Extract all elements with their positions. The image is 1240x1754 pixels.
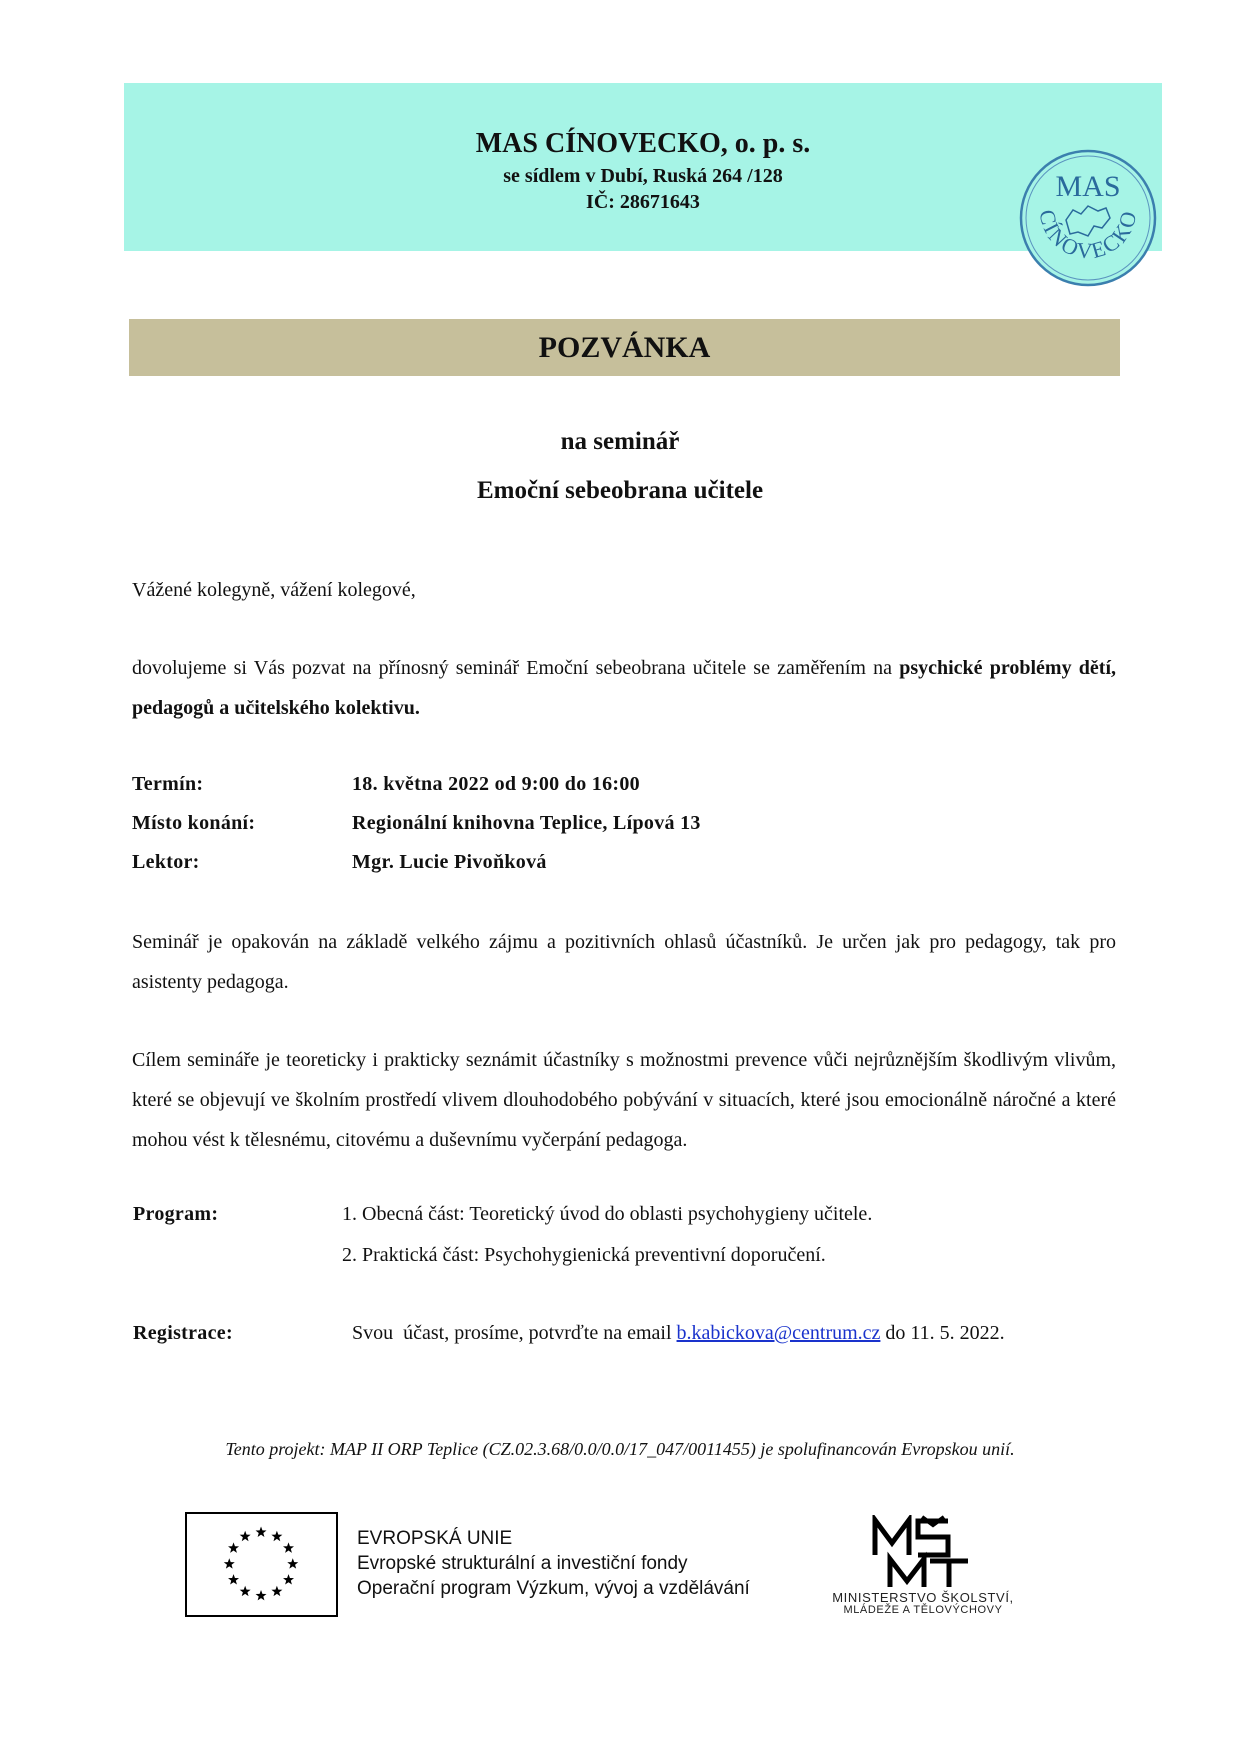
msmt-line-2: MLÁDEŽE A TĚLOVÝCHOVY (843, 1604, 1003, 1616)
eu-star (271, 1586, 282, 1596)
registration-text-after: do 11. 5. 2022. (880, 1322, 1005, 1344)
eu-stars-icon (185, 1512, 338, 1617)
term-label: Termín: (132, 773, 204, 795)
header-band (124, 83, 1162, 251)
eu-star (271, 1531, 282, 1541)
lector-value: Mgr. Lucie Pivoňková (352, 851, 547, 873)
term-value: 18. května 2022 od 9:00 do 16:00 (352, 773, 640, 795)
msmt-line-1: MINISTERSTVO ŠKOLSTVÍ, (832, 1590, 1014, 1605)
seminar-name: Emoční sebeobrana učitele (476, 477, 764, 504)
goal-paragraph: Cílem semináře je teoreticky i prakticky seznámit účastníky s možnostmi prevence vůči nejrůznějším škodlivým vlivům, které se objevují ve školním prostředí vlivem dlouhodobého pobývání v situacích, které jsou emocionálně náročné a které mohou vést k tělesnému, citovému a duševnímu vyčerpání pedagoga. (132, 1049, 1116, 1151)
eu-logo-line-1: EVROPSKÁ UNIE (357, 1528, 513, 1549)
repeat-paragraph: Seminář je opakován na základě velkého zájmu a pozitivních ohlasů účastníků. Je určen jak pro pedagogy, tak pro asistenty pedagoga. (132, 931, 1116, 993)
registration-text (352, 1322, 1005, 1345)
eu-logo-line-2: Evropské strukturální a investiční fondy (357, 1553, 688, 1574)
funding-note: Tento projekt: MAP II ORP Teplice (CZ.02.3.68/0.0/0.0/17_047/0011455) je spolufinancován Evropskou unií. (225, 1439, 1015, 1459)
logo-mas-text: MAS (1055, 170, 1121, 203)
salutation: Vážené kolegyně, vážení kolegové, (132, 579, 416, 601)
lector-label: Lektor: (132, 851, 200, 873)
logo-cinovecko-text: CÍNOVECKO (1034, 207, 1142, 264)
place-value: Regionální knihovna Teplice, Lípová 13 (352, 812, 701, 834)
registration-label: Registrace: (133, 1322, 233, 1344)
mas-cinovecko-logo-icon (1018, 148, 1158, 288)
eu-star (256, 1590, 267, 1600)
eu-star (283, 1542, 294, 1552)
program-item-2: 2. Praktická část: Psychohygienická preventivní doporučení. (342, 1244, 826, 1266)
registration-email-link[interactable]: b.kabickova@centrum.cz (676, 1322, 881, 1344)
eu-star (256, 1527, 267, 1537)
org-name: MAS CÍNOVECKO, o. p. s. (475, 128, 811, 159)
invitation-band (129, 319, 1120, 376)
msmt-logo-icon (870, 1515, 970, 1590)
invitation-title: POZVÁNKA (538, 331, 711, 364)
eu-star (240, 1586, 251, 1596)
org-ic: IČ: 28671643 (586, 191, 700, 213)
registration-text-before: Svou účast, prosíme, potvrďte na email (352, 1322, 677, 1344)
program-item-1: 1. Obecná část: Teoretický úvod do oblasti psychohygieny učitele. (342, 1203, 873, 1225)
program-label: Program: (133, 1203, 219, 1225)
org-seat: se sídlem v Dubí, Ruská 264 /128 (503, 165, 783, 187)
eu-star (228, 1574, 239, 1584)
eu-star (283, 1574, 294, 1584)
intro-text: dovolujeme si Vás pozvat na přínosný seminář Emoční sebeobrana učitele se zaměřením na (132, 657, 900, 679)
intro-paragraph (132, 648, 1116, 728)
eu-logo-line-3: Operační program Výzkum, vývoj a vzdělávání (357, 1578, 750, 1599)
place-label: Místo konání: (132, 812, 256, 834)
eu-star (228, 1542, 239, 1552)
intro-bold-text: psychické problémy dětí, pedagogů a učitelského kolektivu. (132, 657, 1116, 719)
eu-star (240, 1531, 251, 1541)
seminar-subtitle: na seminář (560, 428, 680, 455)
eu-star (224, 1558, 235, 1568)
eu-star (287, 1558, 298, 1568)
